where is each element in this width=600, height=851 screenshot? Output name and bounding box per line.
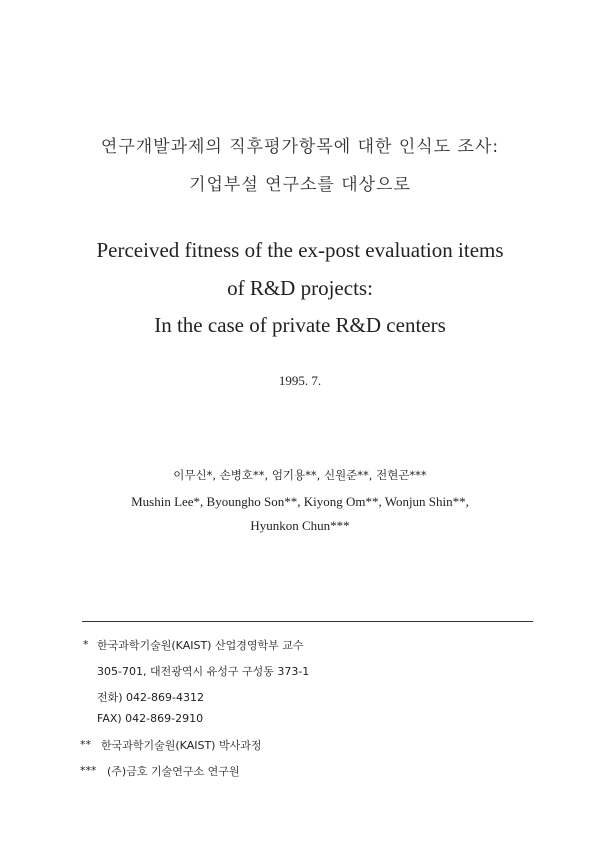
english-title-line-1: Perceived fitness of the ex-post evaluation items (96, 238, 504, 262)
korean-title-line-1: 연구개발과제의 직후평가항목에 대한 인식도 조사: (100, 137, 500, 157)
footnote-1-address: 305-701, 대전광역시 유성구 구성동 373-1 (97, 665, 310, 678)
footnote-divider (82, 621, 533, 622)
english-title-line-2: of R&D projects: (227, 276, 373, 300)
footnote-2-affiliation: 한국과학기술원(KAIST) 박사과정 (101, 739, 262, 752)
authors-english-line-2: Hyunkon Chun*** (250, 518, 350, 533)
korean-title-line-2: 기업부설 연구소를 대상으로 (189, 175, 411, 195)
english-title-line-3: In the case of private R&D centers (154, 313, 446, 337)
footnote-3-affiliation: (주)금호 기술연구소 연구원 (107, 765, 240, 778)
footnote-2-marker: ** (80, 738, 91, 751)
footnote-3-marker: *** (80, 764, 97, 777)
footnote-1-affiliation: 한국과학기술원(KAIST) 산업경영학부 교수 (97, 639, 304, 652)
publication-date: 1995. 7. (278, 373, 322, 388)
authors-english-line-1: Mushin Lee*, Byoungho Son**, Kiyong Om**, Wonjun Shin**, (131, 494, 469, 509)
footnote-1-fax: FAX) 042-869-2910 (97, 712, 204, 725)
footnote-1-phone: 전화) 042-869-4312 (97, 691, 204, 704)
authors-korean: 이무신*, 손병호**, 엄기용**, 신원준**, 전현곤*** (173, 468, 427, 482)
footnote-1-marker: * (83, 638, 89, 651)
